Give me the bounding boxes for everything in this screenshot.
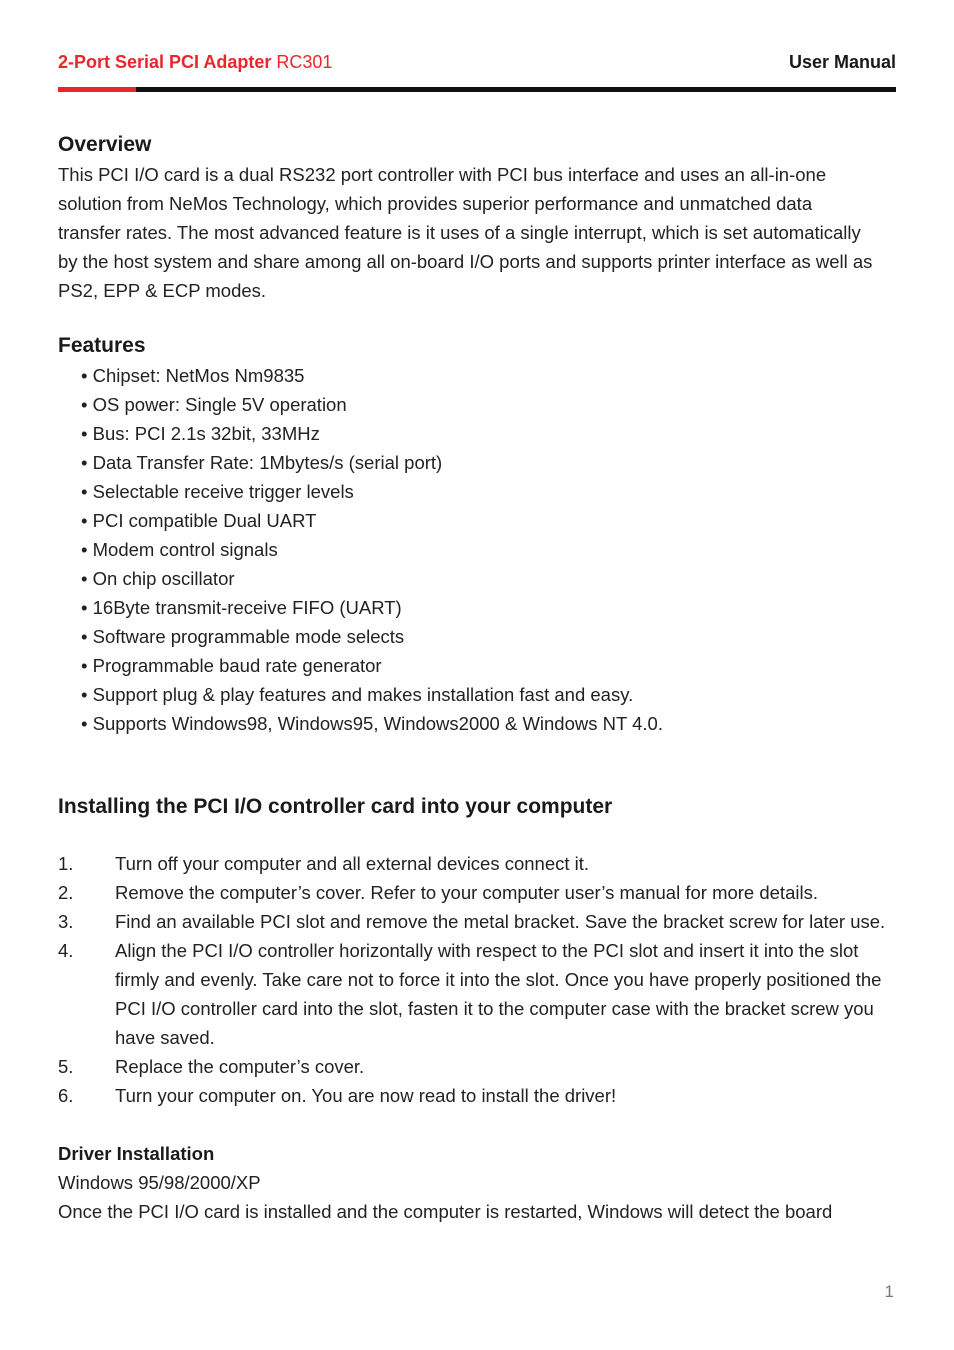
features-heading: Features bbox=[58, 334, 146, 357]
feature-item: • Chipset: NetMos Nm9835 bbox=[81, 361, 898, 390]
install-step bbox=[58, 878, 898, 907]
overview-body: This PCI I/O card is a dual RS232 port controller with PCI bus interface and uses an all-in-one solution from NeMos Technology, which provides superior performance and unmatched data transfer rates. The most advanced feature is it uses of a single interrupt, which is set automatically by the host system and share among all on-board I/O ports and supports printer interface as well as PS2, EPP & ECP modes. bbox=[58, 164, 873, 301]
manual-label: User Manual bbox=[788, 52, 896, 72]
feature-item: • Data Transfer Rate: 1Mbytes/s (serial port) bbox=[81, 448, 898, 477]
feature-item: • Programmable baud rate generator bbox=[81, 651, 898, 680]
features-section bbox=[58, 331, 898, 738]
features-list bbox=[58, 361, 898, 738]
feature-item: • On chip oscillator bbox=[81, 564, 898, 593]
feature-item: • Software programmable mode selects bbox=[81, 622, 898, 651]
step-text: Align the PCI I/O controller horizontally with respect to the PCI slot and insert it into the slot firmly and evenly. Take care not to force it into the slot. Once you have properly positioned the PCI I/O controller card into the slot, fasten it to the computer case with the bracket screw you have saved. bbox=[115, 940, 882, 1048]
page-header bbox=[58, 52, 896, 76]
feature-item: • OS power: Single 5V operation bbox=[81, 390, 898, 419]
step-number: 6. bbox=[58, 1085, 74, 1106]
feature-item: • Bus: PCI 2.1s 32bit, 33MHz bbox=[81, 419, 898, 448]
product-name: 2-Port Serial PCI Adapter bbox=[58, 52, 272, 72]
step-text: Turn off your computer and all external devices connect it. bbox=[115, 853, 590, 874]
step-text: Remove the computer’s cover. Refer to your computer user’s manual for more details. bbox=[115, 882, 818, 903]
feature-item: • Supports Windows98, Windows95, Windows2000 & Windows NT 4.0. bbox=[81, 709, 898, 738]
header-rule bbox=[58, 87, 896, 92]
step-text: Turn your computer on. You are now read to install the driver! bbox=[115, 1085, 617, 1106]
install-step bbox=[58, 1081, 898, 1110]
step-number: 2. bbox=[58, 882, 74, 903]
product-title bbox=[58, 52, 332, 73]
install-step bbox=[58, 1052, 898, 1081]
driver-section bbox=[58, 1139, 898, 1226]
header-rule-accent bbox=[58, 87, 136, 92]
driver-body: Once the PCI I/O card is installed and the computer is restarted, Windows will detect the board bbox=[58, 1201, 833, 1222]
feature-item: • Support plug & play features and makes installation fast and easy. bbox=[81, 680, 898, 709]
product-model: RC301 bbox=[276, 52, 333, 72]
driver-os-line: Windows 95/98/2000/XP bbox=[58, 1172, 261, 1193]
driver-heading: Driver Installation bbox=[58, 1143, 215, 1164]
install-step bbox=[58, 936, 898, 1052]
install-heading: Installing the PCI I/O controller card into your computer bbox=[58, 795, 613, 818]
feature-item: • PCI compatible Dual UART bbox=[81, 506, 898, 535]
install-step bbox=[58, 907, 898, 936]
install-step bbox=[58, 849, 898, 878]
feature-item: • Selectable receive trigger levels bbox=[81, 477, 898, 506]
overview-section bbox=[58, 130, 898, 305]
step-number: 3. bbox=[58, 911, 74, 932]
feature-item: • 16Byte transmit-receive FIFO (UART) bbox=[81, 593, 898, 622]
feature-item: • Modem control signals bbox=[81, 535, 898, 564]
overview-heading: Overview bbox=[58, 133, 152, 156]
page-number: 1 bbox=[884, 1282, 894, 1301]
install-steps bbox=[58, 849, 898, 1110]
step-text: Find an available PCI slot and remove the metal bracket. Save the bracket screw for later use. bbox=[115, 911, 886, 932]
step-text: Replace the computer’s cover. bbox=[115, 1056, 365, 1077]
step-number: 5. bbox=[58, 1056, 74, 1077]
install-section bbox=[58, 792, 898, 1110]
step-number: 1. bbox=[58, 853, 74, 874]
step-number: 4. bbox=[58, 940, 74, 961]
page-content bbox=[58, 130, 898, 1226]
